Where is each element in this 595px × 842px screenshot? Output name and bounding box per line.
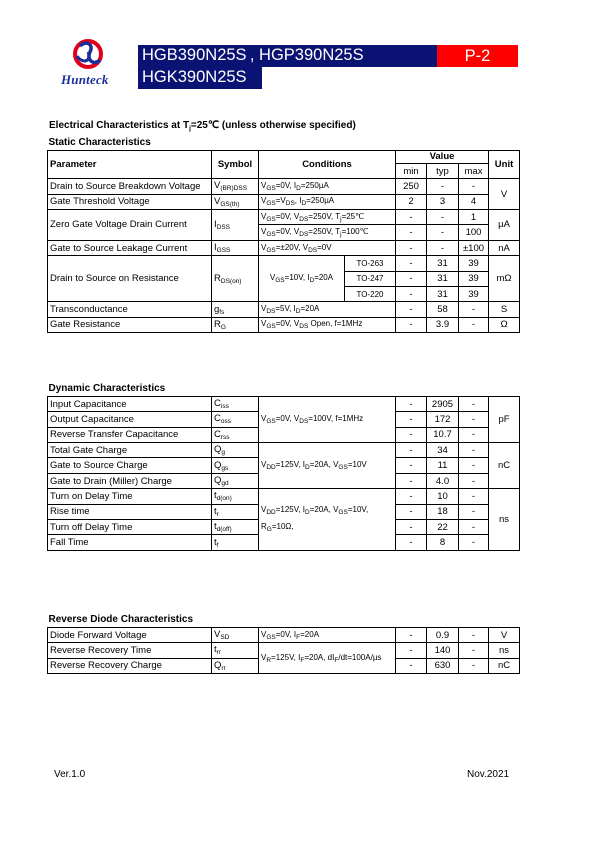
table-row: Gate to Drain (Miller) Charge $Q_{gd}$ - 4.0 -: [48, 473, 520, 488]
dynamic-title: Dynamic Characteristics: [48, 381, 520, 396]
col-unit: Unit: [489, 150, 520, 178]
col-conditions: Conditions: [259, 150, 396, 178]
col-symbol: Symbol: [212, 150, 259, 178]
table-row: Turn on Delay Time $t_{d(on)}$ $V_{DD}=125V$, $I_D=20A$, $V_{GS}=10V$, $R_G=10\Omega$, - 10 - ns: [48, 489, 520, 504]
table-row: Total Gate Charge $Q_g$ $V_{DD}=125V$, $I_D=20A$, $V_{GS}=10V$ - 34 - nC: [48, 443, 520, 458]
static-title: Static Characteristics: [48, 135, 520, 150]
table-row: Drain to Source on Resistance $R_{DS(on)}$ $V_{GS}=10V$, $I_D=20A$ TO-263 - 31 39 mΩ: [48, 256, 520, 271]
diode-title: Reverse Diode Characteristics: [48, 612, 520, 627]
table-row: $V_{GS}=0V$, $V_{DS}=250V$, $T_j=100℃$ - - 100: [48, 225, 520, 240]
table-row: Reverse Recovery Charge $Q_{rr}$ - 630 - nC: [48, 658, 520, 673]
part-number-line-2: HGK390N25S: [142, 68, 247, 86]
electrical-characteristics-heading: Electrical Characteristics at $T_j=25℃$ (unless otherwise specified): [49, 120, 356, 132]
table-row: Input Capacitance $C_{iss}$ $V_{GS}=0V$, $V_{DS}=100V$, f=1MHz - 2905 - pF: [48, 396, 520, 411]
col-value: Value: [396, 150, 489, 163]
version-label: Ver.1.0: [54, 769, 86, 780]
table-row: Rise time $t_r$ - 18 -: [48, 504, 520, 519]
reverse-diode-table: [47, 612, 520, 674]
table-row: Output Capacitance $C_{oss}$ - 172 -: [48, 412, 520, 427]
table-row: Gate Resistance $R_G$ $V_{GS}=0V$, $V_{DS}$ Open, f=1MHz - 3.9 - Ω: [48, 317, 520, 332]
table-row: Reverse Transfer Capacitance $C_{rss}$ - 10.7 -: [48, 427, 520, 442]
static-characteristics-table: [47, 135, 520, 333]
table-row: Zero Gate Voltage Drain Current $I_{DSS}$ $V_{GS}=0V$, $V_{DS}=250V$, $T_j=25℃$ - - 1 µA: [48, 210, 520, 225]
brand-name: Hunteck: [61, 72, 109, 87]
table-row: Fall Time $t_f$ - 8 -: [48, 535, 520, 550]
table-row: TO-220 - 31 39: [48, 287, 520, 302]
dynamic-characteristics-table: [47, 381, 520, 551]
table-row: Reverse Recovery Time $t_{rr}$ $V_R=125V$, $I_F=20A$, $dI_F/dt=100A/\mu s$ - 140 - ns: [48, 643, 520, 658]
table-row: Gate to Source Charge $Q_{gs}$ - 11 -: [48, 458, 520, 473]
col-parameter: Parameter: [48, 150, 212, 178]
col-max: max: [459, 163, 489, 178]
table-row: Drain to Source Breakdown Voltage $V_{(BR)DSS}$ $V_{GS}=0V$, $I_D=250\mu A$ 250 - - V: [48, 179, 520, 194]
page-number: P-2: [437, 45, 518, 67]
col-min: min: [396, 163, 427, 178]
table-row: Gate to Source Leakage Current $I_{GSS}$ $V_{GS}=\pm 20V$, $V_{DS}=0V$ - - ±100 nA: [48, 240, 520, 255]
table-row: Transconductance $g_{fs}$ $V_{DS}=5V$, $I_D=20A$ - 58 - S: [48, 302, 520, 317]
table-row: TO-247 - 31 39: [48, 271, 520, 286]
col-typ: typ: [427, 163, 459, 178]
date-label: Nov.2021: [467, 769, 510, 780]
part-number-line-1: HGB390N25S , HGP390N25S: [142, 46, 364, 64]
table-row: Turn off Delay Time $t_{d(off)}$ - 22 -: [48, 520, 520, 535]
table-row: Diode Forward Voltage $V_{SD}$ $V_{GS}=0V$, $I_F=20A$ - 0.9 - V: [48, 627, 520, 642]
table-row: Gate Threshold Voltage $V_{GS(th)}$ $V_{GS}=V_{DS}$, $I_D=250\mu A$ 2 3 4: [48, 194, 520, 209]
